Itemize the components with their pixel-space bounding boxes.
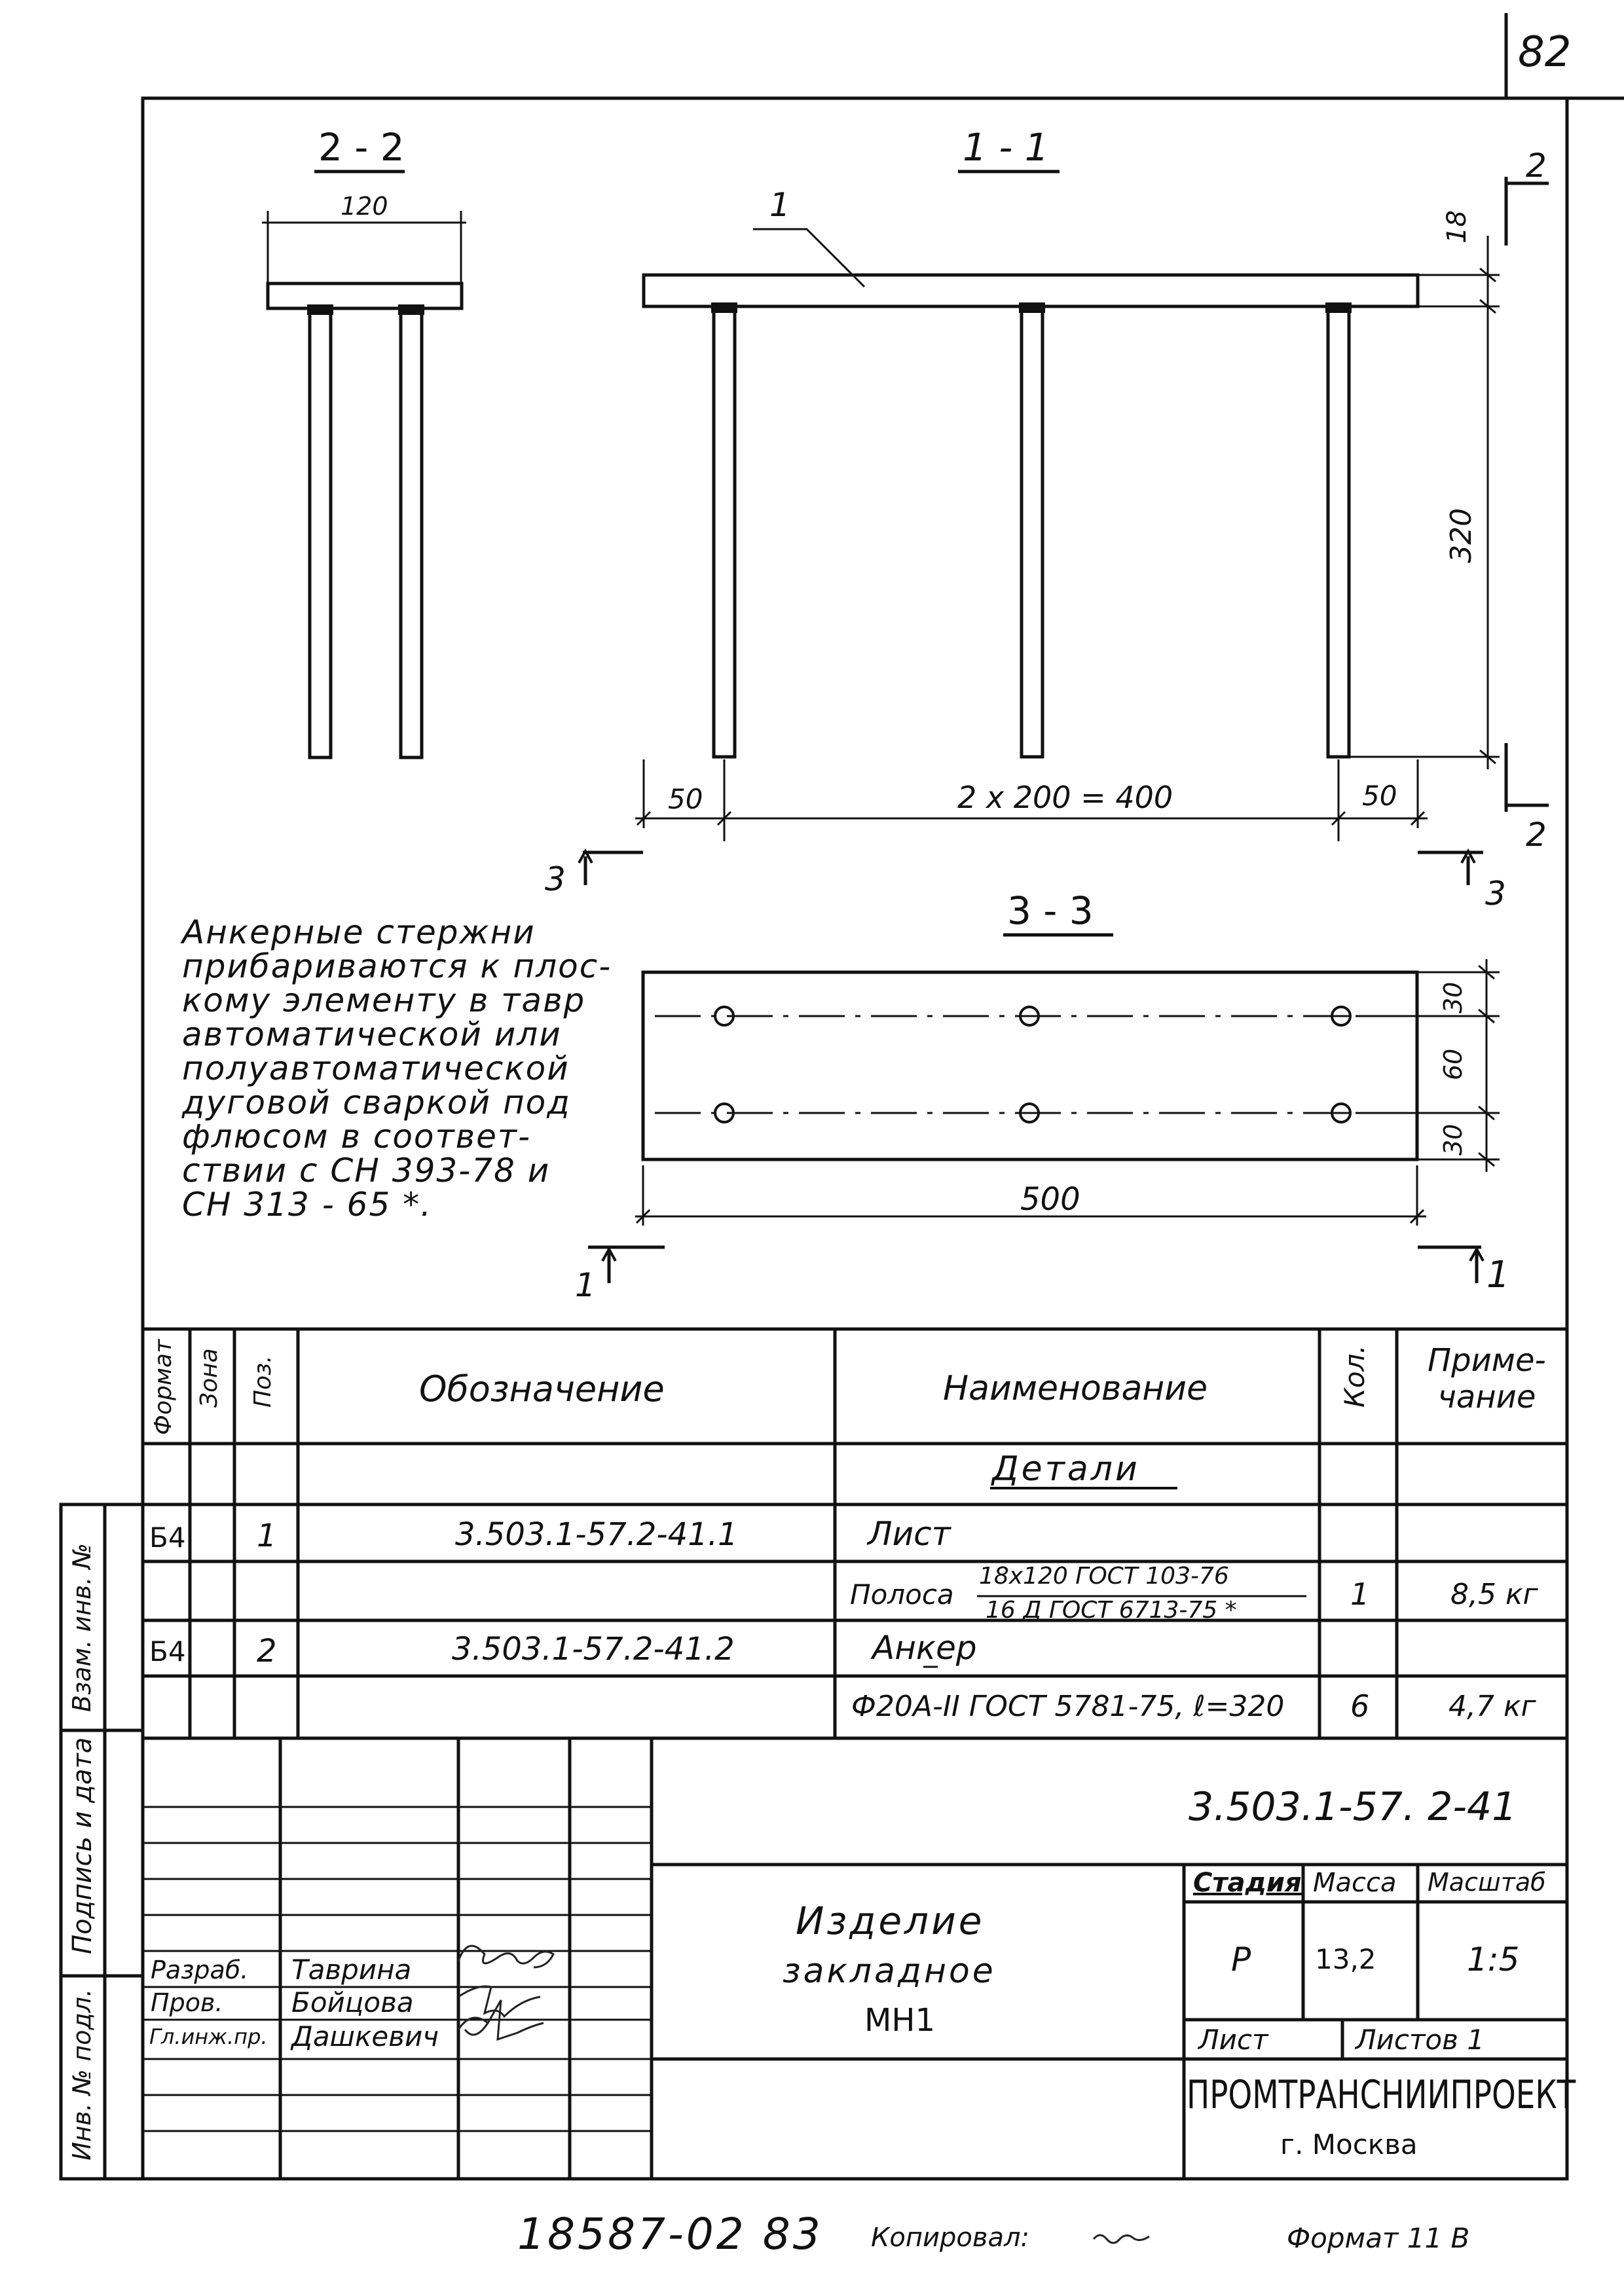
organization: ПРОМТРАНСНИИПРОЕКТ — [1187, 2072, 1576, 2118]
welding-note: Анкерные стержни прибариваются к плос- кому элементу в тавр автоматической или полуавтоматической дуговой сваркой под флюсом в соответ- ствии с СН 393-78 и СН 313 - 65 *. — [182, 913, 612, 1224]
header-name: Наименование — [943, 1369, 1208, 1408]
anchor-rod-2-2-right — [401, 308, 422, 757]
row2-frac-top: 18x120 ГОСТ 103-76 — [979, 1563, 1229, 1590]
signature-copied — [1094, 2235, 1149, 2243]
leader-pos-1 — [753, 229, 864, 287]
section-title-1-1: 1 - 1 — [963, 125, 1049, 170]
cut-label-1-right: 1 — [1486, 1254, 1510, 1296]
row1-name: Лист — [868, 1515, 951, 1553]
row4-note: 4,7 кг — [1449, 1690, 1536, 1723]
row2-qty: 1 — [1350, 1576, 1370, 1612]
cut-label-2-bottom: 2 — [1526, 816, 1547, 854]
role-developer: Разраб. — [151, 1956, 249, 1984]
dim-18: 18 — [1442, 210, 1472, 244]
copied-by: Копировал: — [871, 2223, 1030, 2253]
cut-mark-2-bottom — [1506, 743, 1549, 812]
anchor-rod-2-2-left — [310, 308, 331, 757]
dim-span-400: 2 x 200 = 400 — [957, 780, 1173, 815]
anchor-rod-3 — [1328, 306, 1349, 757]
page-number: 82 — [1518, 28, 1572, 77]
sheets-label: Листов 1 — [1356, 2024, 1485, 2056]
paper-format: Формат 11 В — [1287, 2222, 1470, 2254]
cut-mark-1-left — [588, 1247, 665, 1283]
side-label-inv-orig: Инв. № подл. — [67, 1988, 96, 2160]
cut-label-2-top: 2 — [1526, 147, 1547, 185]
cut-label-3-right: 3 — [1485, 875, 1506, 913]
signature-tavrina — [458, 1946, 553, 1967]
city: г. Москва — [1280, 2128, 1418, 2160]
cut-mark-3-left — [583, 852, 643, 885]
cut-label-1-left: 1 — [575, 1266, 596, 1304]
row1-pos: 1 — [257, 1518, 277, 1554]
row4-qty: 6 — [1350, 1688, 1370, 1724]
row2-frac-bottom: 16 Д ГОСТ 6713-75 * — [986, 1597, 1237, 1624]
dim-60: 60 — [1439, 1048, 1467, 1080]
row3-pos: 2 — [257, 1633, 277, 1669]
row1-designation: 3.503.1-57.2-41.1 — [455, 1516, 738, 1553]
sheet-label: Лист — [1198, 2024, 1268, 2056]
header-zone: Зона — [196, 1348, 223, 1408]
plate-side-view — [268, 283, 462, 308]
plate-plan-view — [643, 972, 1417, 1159]
row3-designation: 3.503.1-57.2-41.2 — [452, 1631, 735, 1667]
cut-mark-2-top — [1506, 177, 1549, 246]
section-title-3-3: 3 - 3 — [1007, 888, 1094, 933]
dim-30-bottom: 30 — [1439, 1123, 1467, 1156]
cut-mark-1-right — [1418, 1247, 1481, 1283]
header-qty: Кол. — [1338, 1345, 1371, 1408]
role-checker: Пров. — [151, 1988, 223, 2017]
product-line-1: Изделие — [796, 1899, 985, 1943]
row3-name: Анкер — [872, 1629, 977, 1667]
dim-30-top: 30 — [1439, 981, 1467, 1013]
anchor-rod-2 — [1022, 306, 1043, 757]
dim-500: 500 — [1020, 1181, 1080, 1218]
archive-number: 18587-02 83 — [517, 2209, 823, 2259]
header-designation: Обозначение — [419, 1368, 665, 1410]
scale-value: 1:5 — [1467, 1941, 1520, 1978]
document-code: 3.503.1-57. 2-41 — [1189, 1784, 1517, 1830]
section-details: Детали — [992, 1449, 1140, 1489]
scale-label: Масштаб — [1428, 1868, 1546, 1897]
name-developer: Таврина — [291, 1954, 412, 1986]
name-chief-engineer: Дашкевич — [291, 2020, 439, 2052]
plate-front-view — [644, 275, 1418, 306]
header-note: Приме- чание — [1428, 1342, 1546, 1415]
side-label-sign-date: Подпись и дата — [67, 1737, 98, 1954]
product-line-2: закладное — [783, 1952, 996, 1991]
stage-value: Р — [1231, 1941, 1251, 1978]
cut-label-3-left: 3 — [545, 860, 566, 898]
product-line-3: МН1 — [864, 2002, 936, 2039]
row3-format: Б4 — [149, 1635, 186, 1667]
side-label-inv-zam: Взам. инв. № — [67, 1542, 96, 1712]
section-title-2-2: 2 - 2 — [318, 125, 405, 170]
mass-value: 13,2 — [1315, 1943, 1376, 1975]
name-checker: Бойцова — [291, 1986, 414, 2018]
row1-format: Б4 — [149, 1522, 186, 1554]
stage-label: Стадия — [1193, 1868, 1302, 1898]
mass-label: Масса — [1313, 1868, 1397, 1898]
anchor-rod-1 — [714, 306, 735, 757]
dim-320: 320 — [1445, 508, 1478, 563]
row4-name: Ф20А-II ГОСТ 5781-75, ℓ=320 — [851, 1690, 1285, 1723]
dim-50-left: 50 — [668, 783, 703, 815]
header-pos: Поз. — [249, 1355, 276, 1408]
dim-120: 120 — [341, 192, 388, 221]
cut-mark-3-right — [1418, 852, 1483, 885]
header-format: Формат — [150, 1339, 177, 1435]
position-label-1: 1 — [769, 186, 790, 224]
row2-note: 8,5 кг — [1450, 1578, 1538, 1611]
role-chief-engineer: Гл.инж.пр. — [149, 2024, 268, 2049]
row2-prefix: Полоса — [850, 1578, 954, 1611]
dim-50-right: 50 — [1362, 780, 1397, 812]
